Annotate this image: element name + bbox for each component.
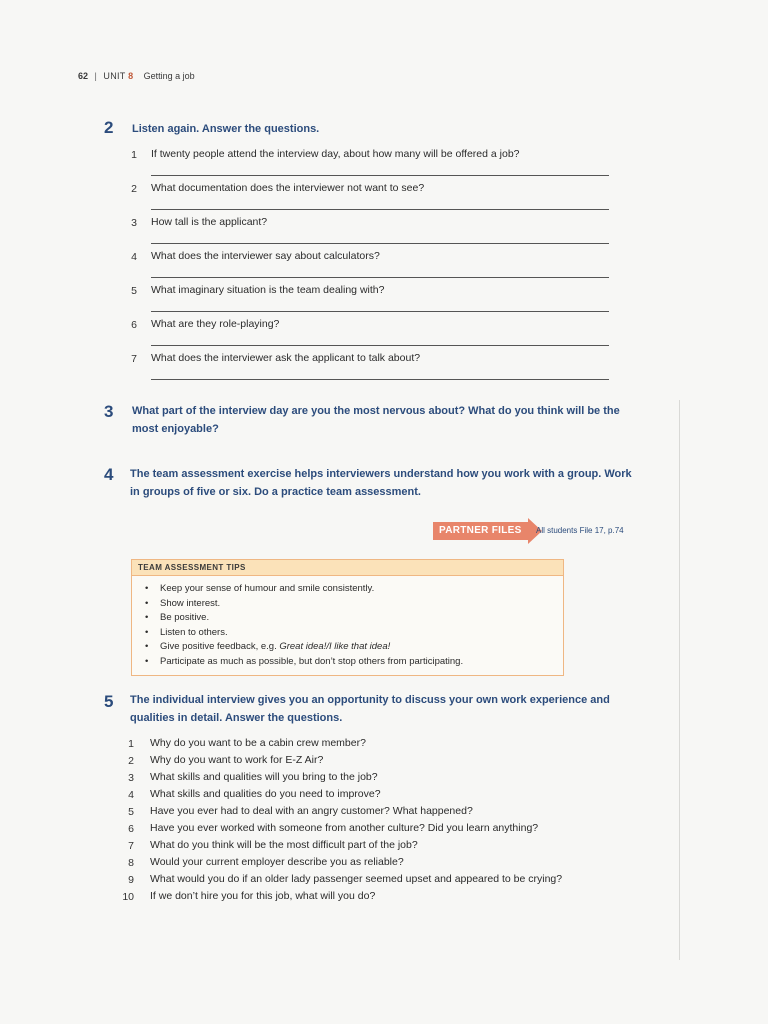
unit-number: 8 <box>128 71 134 81</box>
header-separator: | <box>94 71 97 81</box>
ex5-question-8-text: Would your current employer describe you as reliable? <box>150 856 404 868</box>
ex2-question-7-text: What does the interviewer ask the applicant to talk about? <box>151 352 421 364</box>
exercise-4-line-1: The team assessment exercise helps interviewers understand how you work with a group. Work <box>130 468 632 480</box>
ex5-question-9-number: 9 <box>128 874 134 886</box>
unit-title: Getting a job <box>143 71 195 81</box>
ex2-question-3-number: 3 <box>131 217 137 229</box>
ex5-question-10-text: If we don’t hire you for this job, what will you do? <box>150 890 376 902</box>
ex2-question-7-number: 7 <box>131 353 137 365</box>
ex5-question-2-text: Why do you want to work for E-Z Air? <box>150 754 324 766</box>
ex5-question-3-text: What skills and qualities will you bring to the job? <box>150 771 378 783</box>
ex5-question-4-text: What skills and qualities do you need to improve? <box>150 788 381 800</box>
ex2-question-6-number: 6 <box>131 319 137 331</box>
tip-item: • Participate as much as possible, but don’t stop others from participating. <box>132 655 563 670</box>
ex5-question-6-text: Have you ever worked with someone from another culture? Did you learn anything? <box>150 822 539 834</box>
ex5-question-5-number: 5 <box>128 806 134 818</box>
ex5-question-1-text: Why do you want to be a cabin crew member? <box>150 737 366 749</box>
bullet-icon: • <box>145 597 149 609</box>
ex2-question-5-text: What imaginary situation is the team dealing with? <box>151 284 385 296</box>
ex2-answer-line-1[interactable] <box>151 175 609 176</box>
ex5-question-2-number: 2 <box>128 755 134 767</box>
ex5-question-10-number: 10 <box>122 891 134 903</box>
ex2-question-6-text: What are they role-playing? <box>151 318 280 330</box>
ex2-answer-line-3[interactable] <box>151 243 609 244</box>
ex2-question-1-number: 1 <box>131 149 137 161</box>
ex2-question-1-text: If twenty people attend the interview day, about how many will be offered a job? <box>151 148 520 160</box>
exercise-5-line-1: The individual interview gives you an opportunity to discuss your own work experience and <box>130 694 610 706</box>
tip-item: • Show interest. <box>132 597 563 612</box>
ex5-question-8-number: 8 <box>128 857 134 869</box>
ex5-question-7-text: What do you think will be the most difficult part of the job? <box>150 839 418 851</box>
tips-list <box>132 582 563 669</box>
ex5-question-5-text: Have you ever had to deal with an angry customer? What happened? <box>150 805 473 817</box>
ex2-question-4-number: 4 <box>131 251 137 263</box>
ex5-question-3-number: 3 <box>128 772 134 784</box>
exercise-3-number: 3 <box>104 402 114 421</box>
partner-files-note: All students File 17, p.74 <box>536 526 624 535</box>
tip-item: • Listen to others. <box>132 626 563 641</box>
exercise-4-line-2: in groups of five or six. Do a practice team assessment. <box>130 486 421 498</box>
page-edge-divider <box>679 400 680 960</box>
ex2-answer-line-4[interactable] <box>151 277 609 278</box>
ex2-answer-line-5[interactable] <box>151 311 609 312</box>
exercise-5-number: 5 <box>104 692 114 711</box>
ex2-question-4-text: What does the interviewer say about calculators? <box>151 250 380 262</box>
ex2-answer-line-6[interactable] <box>151 345 609 346</box>
ex2-answer-line-7[interactable] <box>151 379 609 380</box>
exercise-4-number: 4 <box>104 465 114 484</box>
bullet-icon: • <box>145 612 149 623</box>
unit-label: UNIT <box>103 71 126 81</box>
ex2-question-2-text: What documentation does the interviewer not want to see? <box>151 182 425 194</box>
ex2-question-2-number: 2 <box>131 183 137 195</box>
team-assessment-tips-box <box>131 559 564 676</box>
bullet-icon: • <box>145 641 149 652</box>
ex5-question-6-number: 6 <box>128 823 134 835</box>
tips-heading: TEAM ASSESSMENT TIPS <box>132 560 563 576</box>
tip-item: • Keep your sense of humour and smile consistently. <box>132 582 563 597</box>
tip-example-italic: Great idea!/I like that idea! <box>279 641 391 652</box>
exercise-5-line-2: qualities in detail. Answer the questions. <box>130 712 343 724</box>
partner-files-label: PARTNER FILES <box>433 522 528 540</box>
bullet-icon: • <box>145 583 149 594</box>
ex5-question-9-text: What would you do if an older lady passenger seemed upset and appeared to be crying? <box>150 873 563 885</box>
bullet-icon: • <box>145 626 149 638</box>
bullet-icon: • <box>145 655 149 667</box>
ex2-question-3-text: How tall is the applicant? <box>151 216 268 228</box>
exercise-3-line-1: What part of the interview day are you the most nervous about? What do you think will be the <box>132 405 620 417</box>
partner-files-badge[interactable] <box>433 518 542 544</box>
exercise-2-number: 2 <box>104 118 114 137</box>
ex5-question-7-number: 7 <box>128 840 134 852</box>
page-number: 62 <box>78 71 89 81</box>
ex2-question-5-number: 5 <box>131 285 137 297</box>
page-header <box>78 71 195 81</box>
ex5-question-4-number: 4 <box>128 789 134 801</box>
tip-item: • Give positive feedback, e.g. Great idea!/I like that idea! <box>132 640 563 655</box>
exercise-3-line-2: most enjoyable? <box>132 423 219 435</box>
exercise-2-instruction: Listen again. Answer the questions. <box>132 123 320 135</box>
ex5-question-1-number: 1 <box>128 738 134 750</box>
tip-item: • Be positive. <box>132 611 563 626</box>
ex2-answer-line-2[interactable] <box>151 209 609 210</box>
